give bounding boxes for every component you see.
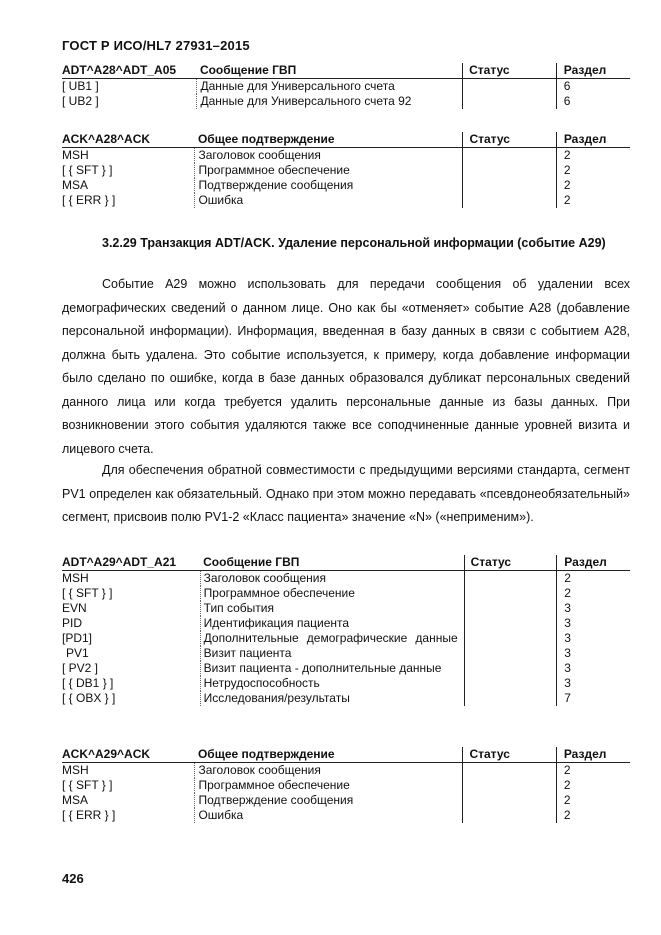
- segment-code: EVN: [62, 601, 87, 615]
- segment-code: [ { DB1 } ]: [62, 676, 114, 690]
- segment-description: Программное обеспечение: [200, 586, 464, 601]
- segment-code: [ { ERR } ]: [62, 808, 116, 822]
- page-number: 426: [62, 871, 84, 886]
- segment-description: Программное обеспечение: [195, 778, 463, 793]
- table-row: [62, 571, 630, 587]
- header-status: Статус: [463, 747, 556, 763]
- segment-table-adt-a28: [62, 63, 630, 109]
- segment-code: [ PV2 ]: [62, 661, 99, 675]
- segment-section: 3: [557, 676, 630, 691]
- table-row: [62, 631, 630, 646]
- table-row: [62, 79, 630, 95]
- header-message-type: ADT^A29^ADT_A21: [62, 555, 200, 571]
- segment-status: [464, 571, 557, 587]
- table-header-row: [62, 132, 630, 148]
- segment-section: 3: [557, 616, 630, 631]
- table-row: [62, 676, 630, 691]
- header-status: Статус: [463, 132, 556, 148]
- segment-status: [464, 616, 557, 631]
- table-row: [62, 763, 630, 779]
- segment-status: [463, 808, 556, 823]
- segment-section: 2: [557, 586, 630, 601]
- segment-section: 6: [556, 79, 630, 95]
- table-header-row: [62, 747, 630, 763]
- table-row: [62, 778, 630, 793]
- table-row: [62, 691, 630, 706]
- header-message-name: Сообщение ГВП: [197, 63, 463, 79]
- table-row: [62, 148, 630, 164]
- segment-table-adt-a29: [62, 555, 630, 706]
- table-header-row: [62, 555, 630, 571]
- table-row: [62, 178, 630, 193]
- segment-description: Исследования/результаты: [200, 691, 464, 706]
- segment-section: 2: [556, 178, 630, 193]
- segment-status: [464, 691, 557, 706]
- header-message-name: Общее подтверждение: [195, 747, 463, 763]
- segment-status: [464, 601, 557, 616]
- segment-status: [463, 148, 556, 164]
- segment-status: [463, 193, 556, 208]
- header-message-name: Сообщение ГВП: [200, 555, 464, 571]
- segment-status: [464, 676, 557, 691]
- segment-description: [200, 631, 464, 646]
- table-row: [62, 601, 630, 616]
- segment-code: [ { ERR } ]: [62, 193, 116, 207]
- segment-code: MSA: [62, 178, 89, 192]
- segment-code: [ { OBX } ]: [62, 691, 116, 705]
- segment-status: [463, 778, 556, 793]
- segment-section: 3: [557, 631, 630, 646]
- segment-description: Ошибка: [195, 808, 463, 823]
- header-section: Раздел: [556, 63, 630, 79]
- table-row: [62, 793, 630, 808]
- segment-section: 2: [556, 793, 630, 808]
- table-row: [62, 646, 630, 661]
- segment-status: [463, 79, 557, 95]
- segment-code: PV1: [66, 646, 89, 660]
- table-row: [62, 661, 630, 676]
- segment-code: [ UB1 ]: [62, 79, 99, 93]
- table-row: [62, 808, 630, 823]
- segment-description: Заголовок сообщения: [195, 148, 463, 164]
- table-row: [62, 193, 630, 208]
- header-message-type: ADT^A28^ADT_A05: [62, 63, 197, 79]
- segment-section: 2: [556, 148, 630, 164]
- segment-table-ack-a28: [62, 132, 630, 208]
- header-message-type: ACK^A28^ACK: [62, 132, 195, 148]
- segment-code: [ { SFT } ]: [62, 586, 113, 600]
- segment-description: Заголовок сообщения: [195, 763, 463, 779]
- segment-section: 3: [557, 601, 630, 616]
- segment-code: PID: [62, 616, 83, 630]
- segment-status: [463, 163, 556, 178]
- segment-description: Нетрудоспособность: [200, 676, 464, 691]
- segment-code: [ { SFT } ]: [62, 778, 113, 792]
- segment-description: Программное обеспечение: [195, 163, 463, 178]
- segment-code: [ UB2 ]: [62, 94, 99, 108]
- segment-code: MSA: [62, 793, 89, 807]
- segment-status: [464, 661, 557, 676]
- header-section: Раздел: [557, 555, 630, 571]
- segment-status: [464, 631, 557, 646]
- segment-status: [463, 793, 556, 808]
- segment-status: [463, 763, 556, 779]
- segment-code: MSH: [62, 763, 89, 777]
- segment-code: MSH: [62, 148, 89, 162]
- body-paragraph: Для обеспечения обратной совместимости с предыдущими версиями стандарта, сегмент PV1 определен как обязательный. Однако при этом можно передавать «псевдонеобязательный» сегмент, присвоив полю PV1-2 «Класс пациента» значение «N» («неприменим»).: [62, 463, 630, 524]
- header-section: Раздел: [556, 747, 630, 763]
- segment-description: Визит пациента: [200, 646, 464, 661]
- segment-status: [464, 646, 557, 661]
- segment-section: 6: [556, 94, 630, 109]
- segment-section: 2: [556, 193, 630, 208]
- header-status: Статус: [464, 555, 557, 571]
- segment-section: 3: [557, 661, 630, 676]
- segment-status: [464, 586, 557, 601]
- segment-description: Заголовок сообщения: [200, 571, 464, 587]
- table-row: [62, 586, 630, 601]
- segment-code: [ { SFT } ]: [62, 163, 113, 177]
- header-section: Раздел: [556, 132, 630, 148]
- segment-section: 2: [556, 763, 630, 779]
- segment-description: Визит пациента - дополнительные данные: [200, 661, 464, 676]
- segment-section: 7: [557, 691, 630, 706]
- segment-status: [463, 178, 556, 193]
- segment-status: [463, 94, 557, 109]
- header-status: Статус: [463, 63, 557, 79]
- segment-section: 2: [557, 571, 630, 587]
- segment-description: Идентификация пациента: [200, 616, 464, 631]
- segment-description-text: Дополнительные демографические данные: [203, 631, 458, 645]
- segment-code: [PD1]: [62, 631, 93, 645]
- body-paragraph: Событие A29 можно использовать для передачи сообщения об удалении всех демографических сведений о данном лице. Оно как бы «отменяет» событие A28 (добавление персональной информации). Информация, введенная в базу данных в связи с событием A28, должна быть удалена. Это событие используется, к примеру, когда добавление информации было сделано по ошибке, когда в базе данных образовался дубликат персональных сведений данного лица или когда требуется удалить персональные данные из базы данных. При возникновении этого события удаляются также все соподчиненные данные уровней визита и лицевого счета.: [62, 277, 630, 456]
- table-header-row: [62, 63, 630, 79]
- segment-description: Подтверждение сообщения: [195, 793, 463, 808]
- segment-description: Данные для Универсального счета 92: [197, 94, 463, 109]
- segment-section: 2: [556, 778, 630, 793]
- header-message-type: ACK^A29^ACK: [62, 747, 195, 763]
- segment-description: Подтверждение сообщения: [195, 178, 463, 193]
- segment-section: 3: [557, 646, 630, 661]
- segment-table-ack-a29: [62, 747, 630, 823]
- segment-description: Данные для Универсального счета: [197, 79, 463, 95]
- segment-code: MSH: [62, 571, 89, 585]
- section-heading: 3.2.29 Транзакция ADT/ACK. Удаление персональной информации (событие A29): [102, 236, 606, 250]
- document-header: ГОСТ Р ИСО/HL7 27931–2015: [62, 38, 250, 53]
- table-row: [62, 94, 630, 109]
- segment-description: Тип события: [200, 601, 464, 616]
- table-row: [62, 163, 630, 178]
- table-row: [62, 616, 630, 631]
- segment-section: 2: [556, 808, 630, 823]
- segment-section: 2: [556, 163, 630, 178]
- header-message-name: Общее подтверждение: [195, 132, 463, 148]
- segment-description: Ошибка: [195, 193, 463, 208]
